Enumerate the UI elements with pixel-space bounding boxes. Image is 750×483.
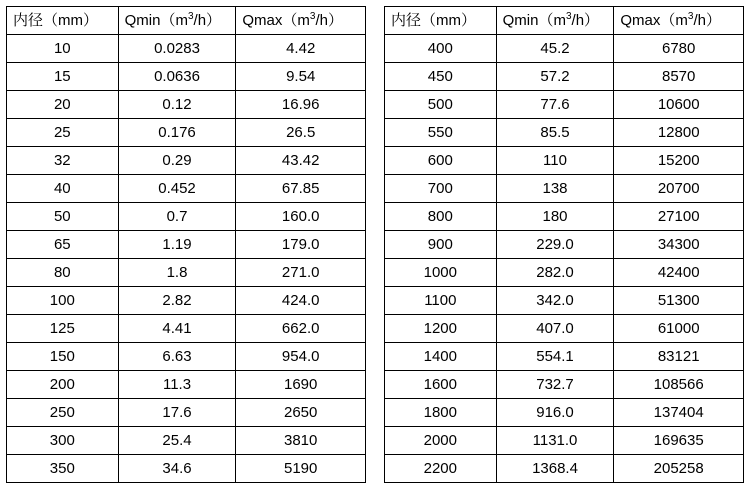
cell-inner-diameter: 1600 — [385, 371, 497, 399]
cell-qmin: 45.2 — [496, 35, 614, 63]
cell-qmax: 83121 — [614, 343, 744, 371]
table-row — [7, 91, 366, 119]
cell-qmax: 16.96 — [236, 91, 366, 119]
cell-qmax: 271.0 — [236, 259, 366, 287]
cell-qmax: 26.5 — [236, 119, 366, 147]
cell-qmax: 169635 — [614, 427, 744, 455]
cell-qmin: 6.63 — [118, 343, 236, 371]
superscript-3: 3 — [309, 11, 316, 22]
cell-qmin: 1131.0 — [496, 427, 614, 455]
table-row — [385, 343, 744, 371]
column-header-qmax: $Qmax(m^3/h)$ — [614, 7, 744, 35]
cell-inner-diameter: 125 — [7, 315, 119, 343]
table-row — [7, 315, 366, 343]
cell-qmin: 1368.4 — [496, 455, 614, 483]
header-row — [7, 7, 366, 35]
table-row — [7, 399, 366, 427]
cell-inner-diameter: 1800 — [385, 399, 497, 427]
cell-inner-diameter: 550 — [385, 119, 497, 147]
cell-inner-diameter: 500 — [385, 91, 497, 119]
cell-qmax: 43.42 — [236, 147, 366, 175]
table-body — [385, 35, 744, 483]
cell-inner-diameter: 65 — [7, 231, 119, 259]
cell-qmax: 12800 — [614, 119, 744, 147]
cell-qmax: 20700 — [614, 175, 744, 203]
table-row — [7, 147, 366, 175]
cell-inner-diameter: 450 — [385, 63, 497, 91]
cell-inner-diameter: 2000 — [385, 427, 497, 455]
cell-qmax: 34300 — [614, 231, 744, 259]
cell-qmax: 108566 — [614, 371, 744, 399]
cell-inner-diameter: 300 — [7, 427, 119, 455]
cell-qmax: 954.0 — [236, 343, 366, 371]
cell-qmax: 10600 — [614, 91, 744, 119]
table-header — [7, 7, 366, 35]
cell-qmin: 110 — [496, 147, 614, 175]
table-row — [385, 175, 744, 203]
cell-qmin: 732.7 — [496, 371, 614, 399]
cell-qmin: 11.3 — [118, 371, 236, 399]
cell-inner-diameter: 900 — [385, 231, 497, 259]
cell-qmax: 9.54 — [236, 63, 366, 91]
table-row — [385, 147, 744, 175]
cell-qmax: 27100 — [614, 203, 744, 231]
cell-qmax: 160.0 — [236, 203, 366, 231]
table-row — [385, 455, 744, 483]
cell-qmax: 51300 — [614, 287, 744, 315]
column-header-qmax: $Qmax(m^3/h)$ — [236, 7, 366, 35]
cell-inner-diameter: 700 — [385, 175, 497, 203]
cell-qmin: 554.1 — [496, 343, 614, 371]
table-row — [7, 119, 366, 147]
cell-qmin: 0.12 — [118, 91, 236, 119]
table-row — [7, 231, 366, 259]
cell-qmin: 0.7 — [118, 203, 236, 231]
cell-qmin: 282.0 — [496, 259, 614, 287]
table-row — [7, 371, 366, 399]
cell-qmax: 15200 — [614, 147, 744, 175]
cell-qmax: 2650 — [236, 399, 366, 427]
cell-qmax: 5190 — [236, 455, 366, 483]
cell-qmax: 8570 — [614, 63, 744, 91]
table-row — [385, 63, 744, 91]
cell-inner-diameter: 20 — [7, 91, 119, 119]
cell-qmin: 0.452 — [118, 175, 236, 203]
cell-inner-diameter: 40 — [7, 175, 119, 203]
cell-qmin: 17.6 — [118, 399, 236, 427]
cell-qmax: 137404 — [614, 399, 744, 427]
table-row — [385, 427, 744, 455]
table-row — [385, 371, 744, 399]
cell-inner-diameter: 200 — [7, 371, 119, 399]
cell-qmax: 6780 — [614, 35, 744, 63]
table-row — [385, 203, 744, 231]
cell-qmin: 342.0 — [496, 287, 614, 315]
cell-qmax: 424.0 — [236, 287, 366, 315]
table-row — [385, 91, 744, 119]
cell-qmax: 4.42 — [236, 35, 366, 63]
column-header-qmin: $Qmin(m^3/h)$ — [496, 7, 614, 35]
cell-inner-diameter: 15 — [7, 63, 119, 91]
cell-qmin: 1.19 — [118, 231, 236, 259]
cell-inner-diameter: 150 — [7, 343, 119, 371]
cell-qmax: 1690 — [236, 371, 366, 399]
column-header-inner-diameter: 内径（mm） — [7, 7, 119, 35]
cell-inner-diameter: 50 — [7, 203, 119, 231]
cell-inner-diameter: 400 — [385, 35, 497, 63]
cell-inner-diameter: 100 — [7, 287, 119, 315]
cell-qmin: 4.41 — [118, 315, 236, 343]
superscript-3: 3 — [565, 11, 572, 22]
cell-inner-diameter: 1000 — [385, 259, 497, 287]
cell-inner-diameter: 2200 — [385, 455, 497, 483]
table-row — [385, 259, 744, 287]
table-row — [7, 343, 366, 371]
cell-inner-diameter: 25 — [7, 119, 119, 147]
table-header — [385, 7, 744, 35]
cell-qmin: 916.0 — [496, 399, 614, 427]
table-row — [385, 315, 744, 343]
cell-qmin: 1.8 — [118, 259, 236, 287]
table-row — [7, 259, 366, 287]
cell-inner-diameter: 1200 — [385, 315, 497, 343]
cell-qmin: 77.6 — [496, 91, 614, 119]
cell-qmin: 0.0636 — [118, 63, 236, 91]
table-row — [385, 35, 744, 63]
cell-qmin: 2.82 — [118, 287, 236, 315]
superscript-3: 3 — [687, 11, 694, 22]
cell-inner-diameter: 10 — [7, 35, 119, 63]
cell-inner-diameter: 32 — [7, 147, 119, 175]
table-body — [7, 35, 366, 483]
cell-inner-diameter: 600 — [385, 147, 497, 175]
header-row — [385, 7, 744, 35]
table-row — [7, 287, 366, 315]
cell-inner-diameter: 1100 — [385, 287, 497, 315]
cell-qmin: 25.4 — [118, 427, 236, 455]
cell-qmin: 0.0283 — [118, 35, 236, 63]
table-row — [7, 63, 366, 91]
table-row — [7, 203, 366, 231]
cell-qmin: 138 — [496, 175, 614, 203]
cell-inner-diameter: 1400 — [385, 343, 497, 371]
cell-qmax: 179.0 — [236, 231, 366, 259]
cell-qmax: 205258 — [614, 455, 744, 483]
table-row — [385, 231, 744, 259]
cell-qmin: 407.0 — [496, 315, 614, 343]
cell-qmax: 61000 — [614, 315, 744, 343]
pipe-flow-table-large-bore — [384, 6, 744, 483]
cell-qmax: 42400 — [614, 259, 744, 287]
cell-qmin: 34.6 — [118, 455, 236, 483]
cell-qmin: 0.29 — [118, 147, 236, 175]
pipe-flow-table-small-bore — [6, 6, 366, 483]
table-row — [385, 287, 744, 315]
cell-inner-diameter: 80 — [7, 259, 119, 287]
cell-qmax: 662.0 — [236, 315, 366, 343]
cell-inner-diameter: 250 — [7, 399, 119, 427]
cell-qmin: 57.2 — [496, 63, 614, 91]
cell-qmin: 85.5 — [496, 119, 614, 147]
table-row — [7, 175, 366, 203]
table-row — [385, 119, 744, 147]
table-row — [7, 427, 366, 455]
cell-qmax: 3810 — [236, 427, 366, 455]
superscript-3: 3 — [187, 11, 194, 22]
cell-inner-diameter: 350 — [7, 455, 119, 483]
cell-qmin: 180 — [496, 203, 614, 231]
cell-inner-diameter: 800 — [385, 203, 497, 231]
table-row — [7, 455, 366, 483]
cell-qmax: 67.85 — [236, 175, 366, 203]
cell-qmin: 229.0 — [496, 231, 614, 259]
column-header-inner-diameter: 内径（mm） — [385, 7, 497, 35]
column-header-qmin: $Qmin(m^3/h)$ — [118, 7, 236, 35]
cell-qmin: 0.176 — [118, 119, 236, 147]
table-row — [385, 399, 744, 427]
table-row — [7, 35, 366, 63]
